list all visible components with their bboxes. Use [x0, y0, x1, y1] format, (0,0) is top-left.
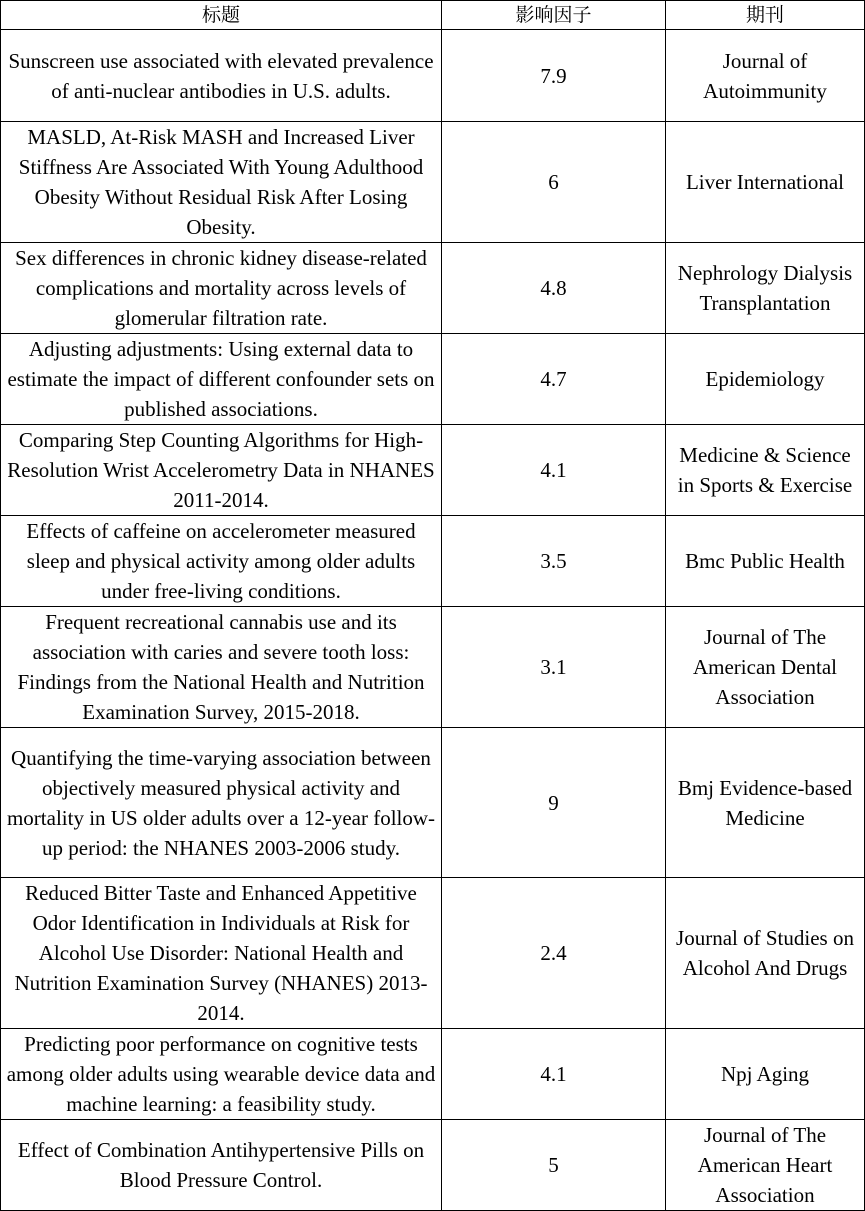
title-cell: Effects of caffeine on accelerometer measured sleep and physical activity among older adults under free-living conditions. [1, 516, 442, 607]
impact-factor-cell: 4.8 [442, 243, 666, 334]
table-row [1, 728, 865, 878]
table-row [1, 243, 865, 334]
title-cell: Predicting poor performance on cognitive tests among older adults using wearable device data and machine learning: a feasibility study. [1, 1029, 442, 1120]
journal-cell: Journal of The American Dental Association [666, 607, 865, 728]
header-row [1, 1, 865, 30]
impact-factor-cell: 5 [442, 1120, 666, 1211]
impact-factor-cell: 9 [442, 728, 666, 878]
table-row [1, 878, 865, 1029]
title-cell: Comparing Step Counting Algorithms for High-Resolution Wrist Accelerometry Data in NHANES 2011-2014. [1, 425, 442, 516]
title-cell: Reduced Bitter Taste and Enhanced Appetitive Odor Identification in Individuals at Risk for Alcohol Use Disorder: National Health and Nutrition Examination Survey (NHANES) 2013-2014. [1, 878, 442, 1029]
journal-cell: Journal of The American Heart Association [666, 1120, 865, 1211]
journal-cell: Epidemiology [666, 334, 865, 425]
title-cell: Sex differences in chronic kidney disease-related complications and mortality across levels of glomerular filtration rate. [1, 243, 442, 334]
journal-cell: Npj Aging [666, 1029, 865, 1120]
table-row [1, 425, 865, 516]
impact-factor-cell: 7.9 [442, 30, 666, 122]
impact-factor-cell: 6 [442, 122, 666, 243]
impact-factor-cell: 4.1 [442, 1029, 666, 1120]
header-title: 标题 [1, 1, 442, 30]
journal-cell: Nephrology Dialysis Transplantation [666, 243, 865, 334]
table-row [1, 1120, 865, 1211]
impact-factor-cell: 4.1 [442, 425, 666, 516]
title-cell: Frequent recreational cannabis use and its association with caries and severe tooth loss: Findings from the National Health and Nutrition Examination Survey, 2015-2018. [1, 607, 442, 728]
journal-cell: Medicine & Science in Sports & Exercise [666, 425, 865, 516]
title-cell: Quantifying the time-varying association between objectively measured physical activity and mortality in US older adults over a 12-year follow-up period: the NHANES 2003-2006 study. [1, 728, 442, 878]
journal-cell: Bmc Public Health [666, 516, 865, 607]
journal-cell: Liver International [666, 122, 865, 243]
table-row [1, 516, 865, 607]
table-row [1, 607, 865, 728]
table-row [1, 30, 865, 122]
title-cell: MASLD, At-Risk MASH and Increased Liver Stiffness Are Associated With Young Adulthood Obesity Without Residual Risk After Losing Obesity. [1, 122, 442, 243]
header-journal: 期刊 [666, 1, 865, 30]
header-impact-factor: 影响因子 [442, 1, 666, 30]
impact-factor-cell: 2.4 [442, 878, 666, 1029]
impact-factor-cell: 3.1 [442, 607, 666, 728]
title-cell: Sunscreen use associated with elevated prevalence of anti-nuclear antibodies in U.S. adults. [1, 30, 442, 122]
table-row [1, 122, 865, 243]
journal-cell: Bmj Evidence-based Medicine [666, 728, 865, 878]
journal-cell: Journal of Studies on Alcohol And Drugs [666, 878, 865, 1029]
title-cell: Adjusting adjustments: Using external data to estimate the impact of different confounder sets on published associations. [1, 334, 442, 425]
impact-factor-cell: 3.5 [442, 516, 666, 607]
table-row [1, 1029, 865, 1120]
journal-cell: Journal of Autoimmunity [666, 30, 865, 122]
impact-factor-cell: 4.7 [442, 334, 666, 425]
table-row [1, 334, 865, 425]
title-cell: Effect of Combination Antihypertensive Pills on Blood Pressure Control. [1, 1120, 442, 1211]
